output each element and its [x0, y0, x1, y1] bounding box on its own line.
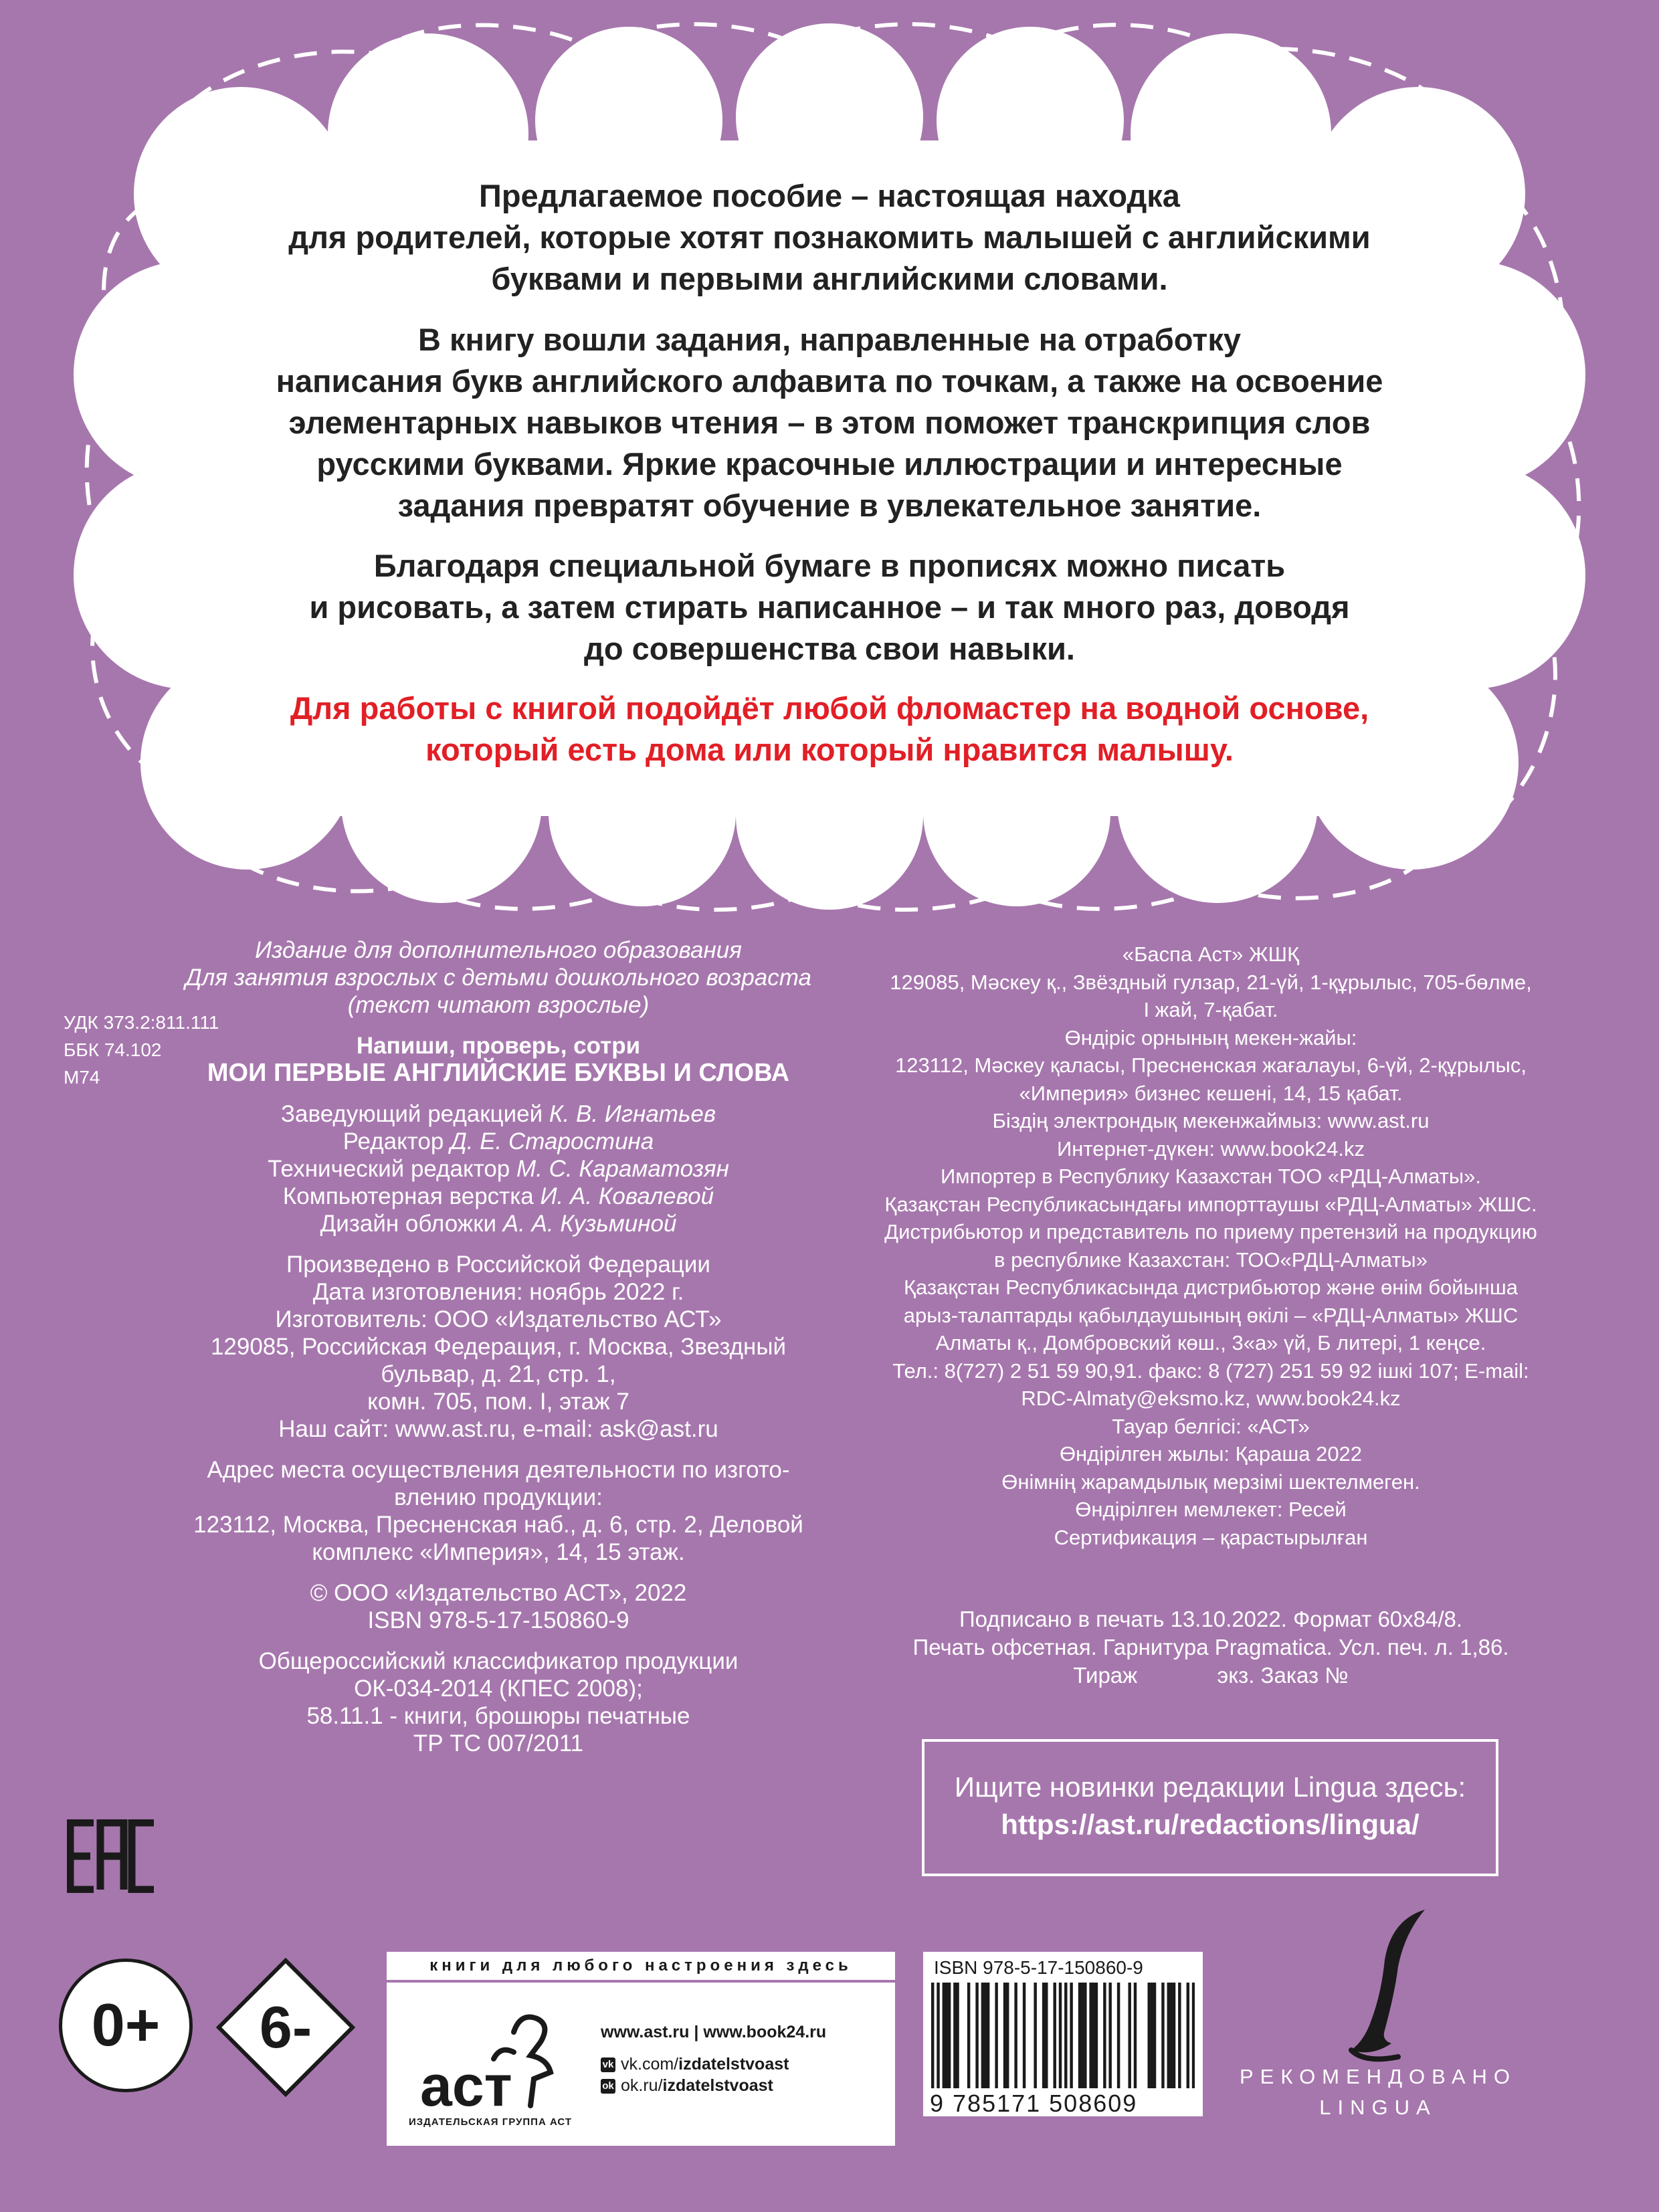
barcode-bar [943, 1983, 945, 2088]
barcode-bar [1092, 1983, 1095, 2088]
cloud-line: написания букв английского алфавита по точкам, а также на освоение [276, 363, 1383, 399]
kazakh-line: Импортер в Республику Казахстан ТОО «РДЦ-Алматы». [940, 1165, 1481, 1188]
barcode-bar [1045, 1983, 1048, 2088]
cloud-line: задания превратят обучение в увлекательное занятие. [397, 488, 1262, 523]
barcode-digits: 9 785171 508609 [930, 2090, 1138, 2117]
edition-line: Издание для дополнительного образования [255, 937, 742, 963]
lingua-line-1: РЕКОМЕНДОВАНО [1240, 2065, 1517, 2088]
barcode-bar [1003, 1983, 1006, 2088]
ok-link[interactable]: ok ok.ru/izdatelstvoast [601, 2076, 773, 2096]
barcode-bar [948, 1983, 951, 2088]
barcode-bar [1070, 1983, 1072, 2088]
vk-icon: vk [601, 2057, 615, 2072]
kazakh-line: Өнімнің жарамдылық мерзімі шектелмеген. [1001, 1470, 1420, 1494]
address-line: влению продукции: [394, 1484, 603, 1510]
kazakh-line: арыз-талаптарды қабылдаушының өкілі – «РДЦ-Алматы» ЖШС [903, 1303, 1519, 1327]
credit-line: Заведующий редакцией К. В. Игнатьев [280, 1101, 716, 1127]
lingua-line-2: LINGUA [1319, 2096, 1437, 2119]
barcode-bar [937, 1983, 939, 2088]
kazakh-line: в республике Казахстан: ТОО«РДЦ-Алматы» [994, 1247, 1428, 1272]
imprint-left [120, 936, 876, 1757]
barcode-bar [1147, 1983, 1150, 2088]
production-line: 129085, Российская Федерация, г. Москва, Звездный [210, 1334, 787, 1360]
kazakh-line: «Баспа Аст» ЖШҚ [1122, 942, 1300, 966]
barcode-bar [953, 1983, 956, 2088]
kazakh-line: Қазақстан Республикасындағы импорттаушы «РДЦ-Алматы» ЖШС. [884, 1192, 1537, 1216]
ast-logo-icon [407, 2005, 567, 2126]
ast-caption: ИЗДАТЕЛЬСКАЯ ГРУППА АСТ [408, 2116, 573, 2128]
kazakh-line: RDC-Almaty@eksmo.kz, www.book24.kz [1021, 1387, 1401, 1410]
address-line: 123112, Москва, Пресненская наб., д. 6, стр. 2, Деловой [193, 1512, 803, 1538]
cloud-line: и рисовать, а затем стирать написанное – и так много раз, доводя [309, 589, 1350, 625]
publisher-slogan: книги для любого настроения здесь [387, 1952, 895, 1983]
barcode-bar [1084, 1983, 1086, 2088]
lingua-link[interactable]: https://ast.ru/redactions/lingua/ [1001, 1809, 1420, 1840]
ok-icon: ok [601, 2079, 615, 2094]
bbk-code: ББК 74.102 [64, 1039, 162, 1060]
barcode-bar [967, 1983, 970, 2088]
barcode-bar [1053, 1983, 1056, 2088]
link-caption: Ищите новинки редакции Lingua здесь: [954, 1771, 1466, 1803]
barcode-bar [1151, 1983, 1153, 2088]
barcode-bar [1095, 1983, 1098, 2088]
kazakh-line: I жай, 7-қабат. [1143, 998, 1278, 1021]
barcode-bar [975, 1983, 978, 2088]
barcode-bar [1108, 1983, 1111, 2088]
author-mark: М74 [64, 1067, 100, 1088]
barcode-isbn: ISBN 978-5-17-150860-9 [934, 1957, 1143, 1978]
production-line: Наш сайт: www.ast.ru, e-mail: ask@ast.ru [278, 1416, 718, 1442]
print-info [850, 1605, 1572, 1690]
kazakh-line: 129085, Мәскеу қ., Звёздный гулзар, 21-үй, 1-құрылыс, 705-бөлме, [890, 970, 1532, 994]
barcode-bar [1059, 1983, 1062, 2088]
kazakh-line: Біздің электрондық мекенжаймыз: www.ast.ru [992, 1109, 1430, 1132]
publisher-box [387, 1952, 895, 2146]
address-line: комплекс «Империя», 14, 15 этаж. [312, 1539, 685, 1565]
kazakh-line: «Империя» бизнес кешені, 14, 15 қабат. [1019, 1081, 1403, 1105]
kazakh-line: 123112, Мәскеу қаласы, Пресненская жағалауы, 6-үй, 2-құрылыс, [895, 1053, 1527, 1077]
barcode-bar [1187, 1983, 1189, 2088]
production-line: Произведено в Российской Федерации [286, 1251, 710, 1278]
barcode-bar [995, 1983, 997, 2088]
cloud-line: элементарных навыков чтения – в этом поможет транскрипция слов [288, 405, 1371, 440]
kazakh-line: Алматы қ., Домбровский көш., 3«а» үй, Б литері, 1 кеңсе. [935, 1331, 1486, 1354]
classifier-line: Общероссийский классификатор продукции [258, 1648, 739, 1674]
cloud-line: Предлагаемое пособие – настоящая находка [479, 178, 1180, 213]
barcode-bar [956, 1983, 959, 2088]
imprint-right [850, 940, 1572, 1551]
barcode-bar [1134, 1983, 1137, 2088]
barcode-bar [1103, 1983, 1106, 2088]
production-line: Дата изготовления: ноябрь 2022 г. [312, 1279, 684, 1305]
credit-line: Дизайн обложки А. А. Кузьминой [320, 1211, 677, 1237]
production-line: комн. 705, пом. I, этаж 7 [367, 1389, 629, 1415]
eac-mark-icon [67, 1819, 157, 1893]
lingua-link-box [922, 1739, 1498, 1876]
barcode-bar [1117, 1983, 1120, 2088]
barcode-bar [1178, 1983, 1181, 2088]
barcode-bar [1042, 1983, 1045, 2088]
barcode-bar [1173, 1983, 1175, 2088]
print-line: Тираж экз. Заказ № [1073, 1663, 1349, 1688]
barcode-bar [945, 1983, 948, 2088]
publisher-websites[interactable]: www.ast.ru | www.book24.ru [601, 2023, 827, 2041]
book-title: МОИ ПЕРВЫЕ АНГЛИЙСКИЕ БУКВЫ И СЛОВА [207, 1059, 790, 1087]
edition-line: (текст читают взрослые) [347, 992, 650, 1018]
classifier-line: 58.11.1 - книги, брошюры печатные [306, 1703, 690, 1729]
address-line: Адрес места осуществления деятельности по изгото- [207, 1457, 790, 1483]
kazakh-line: Өндірілген мемлекет: Ресей [1075, 1498, 1347, 1521]
lingua-recommended [1217, 2062, 1539, 2123]
kazakh-line: Тауар белгісі: «АСТ» [1112, 1414, 1310, 1438]
kazakh-line: Сертификация – қарастырылған [1054, 1525, 1368, 1549]
barcode-bar [1014, 1983, 1017, 2088]
print-line: Подписано в печать 13.10.2022. Формат 60х84/8. [959, 1607, 1463, 1631]
barcode-bar [1170, 1983, 1173, 2088]
cloud-line-red: который есть дома или который нравится малышу. [425, 732, 1234, 767]
classifier-line: ОК-034-2014 (КПЕС 2008); [354, 1676, 643, 1702]
barcode-bar [987, 1983, 989, 2088]
age-rating-badge: 0+ [59, 1958, 193, 2092]
cloud-line: до совершенства свои навыки. [583, 631, 1075, 666]
classifier-line: ТР ТС 007/2011 [413, 1730, 584, 1756]
barcode-bar [1081, 1983, 1084, 2088]
kazakh-line: Интернет-дүкен: www.book24.kz [1056, 1136, 1365, 1161]
cloud-line-red: Для работы с книгой подойдёт любой фломастер на водной основе, [290, 690, 1369, 726]
barcode-bar [984, 1983, 987, 2088]
edition-line: Для занятия взрослых с детьми дошкольного возраста [185, 965, 811, 991]
kazakh-line: Өндіріс орнының мекен-жайы: [1064, 1025, 1357, 1049]
barcode-bar [981, 1983, 984, 2088]
copyright-line: © ООО «Издательство АСТ», 2022 [310, 1580, 687, 1606]
credit-line: Редактор Д. Е. Старостина [343, 1128, 654, 1154]
barcode-box [923, 1952, 1203, 2116]
production-line: бульвар, д. 21, стр. 1, [381, 1361, 616, 1387]
kazakh-line: Дистрибьютор и представитель по приему претензий на продукцию [884, 1220, 1537, 1243]
barcode-bar [1192, 1983, 1195, 2088]
vk-link[interactable]: vk vk.com/izdatelstvoast [601, 2055, 789, 2074]
udk-code: УДК 373.2:811.111 [64, 1012, 219, 1033]
barcode-bar [1064, 1983, 1067, 2088]
barcode-bar [931, 1983, 934, 2088]
cloud-line: буквами и первыми английскими словами. [491, 261, 1168, 296]
grade-badge: 6- [259, 1994, 312, 2060]
ast-logo-text: аст [420, 2054, 512, 2118]
barcode-bar [1023, 1983, 1026, 2088]
cloud-line: В книгу вошли задания, направленные на отработку [418, 322, 1241, 357]
cloud-line: Благодаря специальной бумаге в прописях можно писать [373, 548, 1286, 583]
kazakh-line: Қазақстан Республикасында дистрибьютор және өнім бойынша [903, 1276, 1519, 1299]
lingua-quill-logo-icon [1345, 1906, 1432, 2067]
kazakh-line: Өндірілген жылы: Қараша 2022 [1059, 1442, 1363, 1466]
credit-line: Технический редактор М. С. Караматозян [268, 1156, 729, 1182]
barcode-bars [931, 1983, 1195, 2088]
barcode-bar [1167, 1983, 1170, 2088]
series-name: Напиши, проверь, сотри [356, 1033, 641, 1059]
barcode-bar [1034, 1983, 1036, 2088]
print-line: Печать офсетная. Гарнитура Pragmatica. Усл. печ. л. 1,86. [912, 1635, 1509, 1660]
barcode-bar [1128, 1983, 1131, 2088]
cloud-line: русскими буквами. Яркие красочные иллюстрации и интересные [316, 446, 1343, 482]
credit-line: Компьютерная верстка И. А. Ковалевой [282, 1183, 714, 1209]
barcode-bar [1006, 1983, 1009, 2088]
isbn-line: ISBN 978-5-17-150860-9 [367, 1607, 629, 1633]
barcode-bar [1089, 1983, 1092, 2088]
barcode-bar [1078, 1983, 1081, 2088]
kazakh-line: Тел.: 8(727) 2 51 59 90,91. факс: 8 (727) 251 59 92 ішкі 107; E-mail: [892, 1359, 1529, 1383]
barcode-bar [1153, 1983, 1156, 2088]
barcode-bar [1161, 1983, 1164, 2088]
cloud-line: для родителей, которые хотят познакомить малышей с английскими [288, 219, 1371, 255]
production-line: Изготовитель: ООО «Издательство АСТ» [275, 1306, 722, 1332]
